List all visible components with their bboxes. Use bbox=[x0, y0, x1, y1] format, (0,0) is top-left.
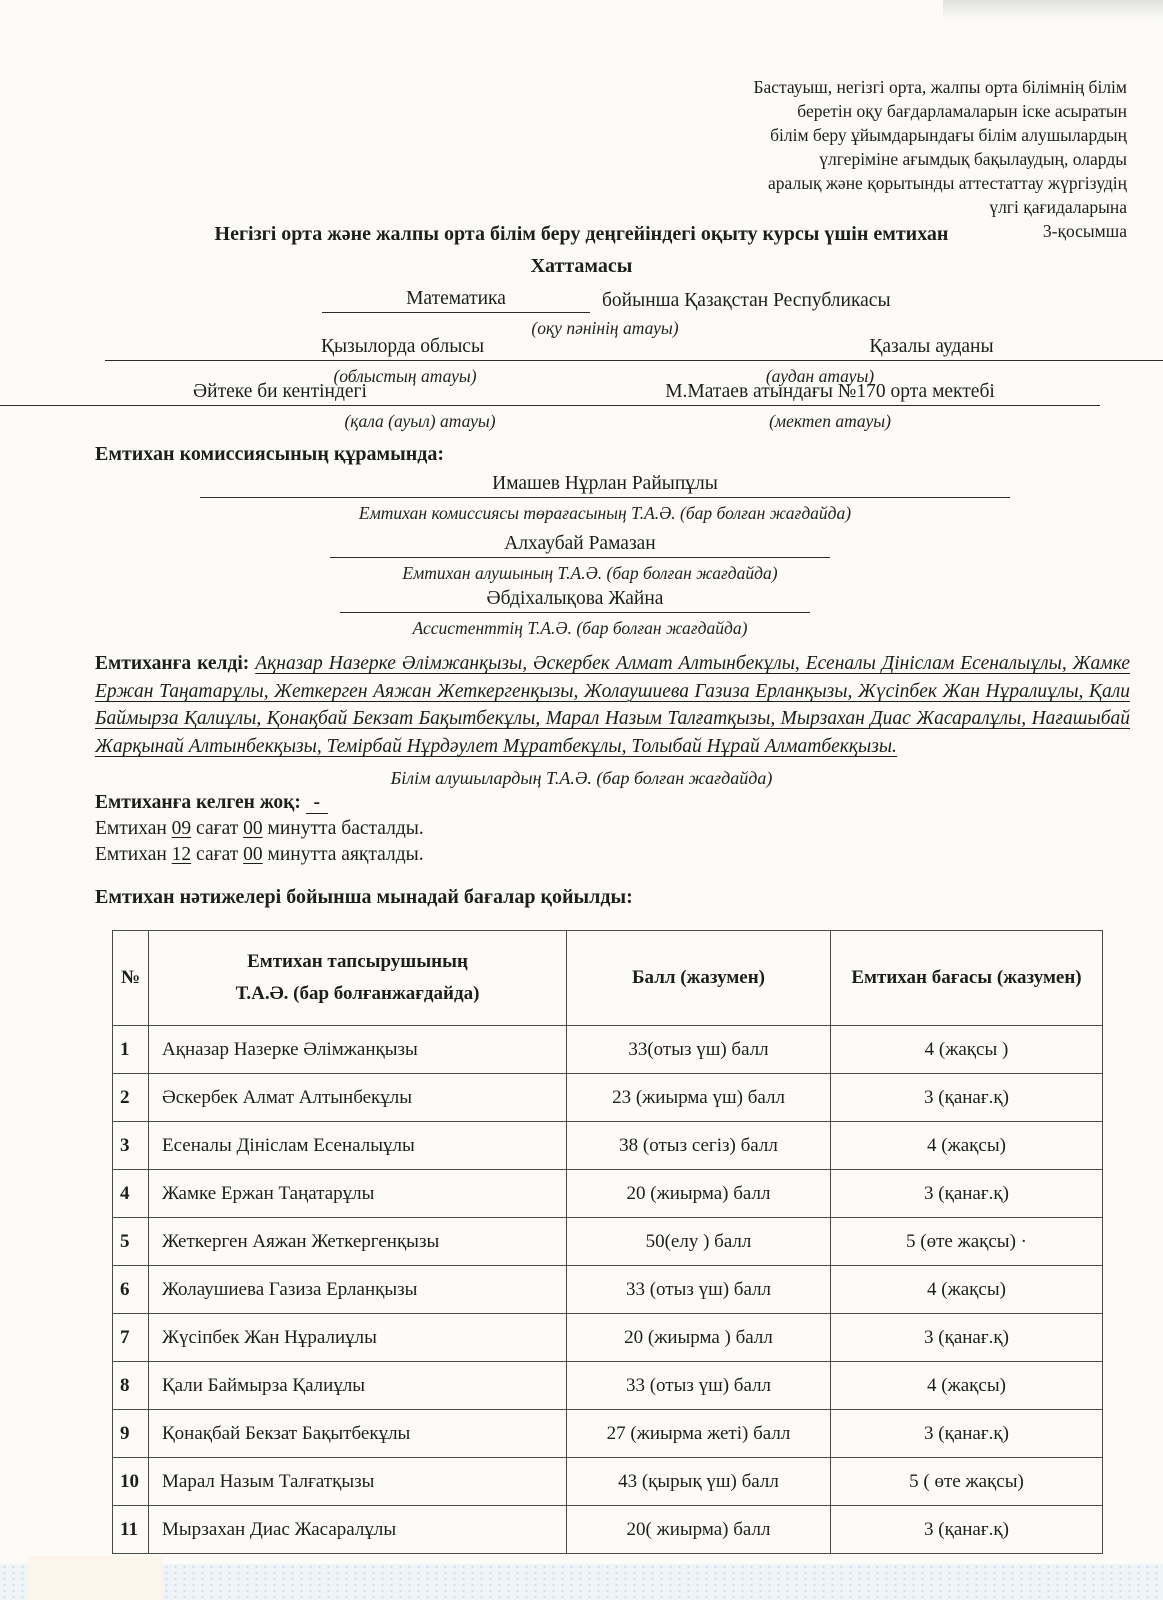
score-value: 43 (қырық үш) балл bbox=[567, 1458, 831, 1506]
row-number: 5 bbox=[113, 1218, 149, 1266]
district-caption: (аудан атауы) bbox=[765, 366, 875, 386]
exam-start-word: сағат bbox=[196, 818, 239, 839]
exam-end-line bbox=[95, 844, 424, 866]
scan-artifact-bottom bbox=[0, 1564, 1163, 1600]
student-name: Марал Назым Талғатқызы bbox=[149, 1458, 567, 1506]
results-table bbox=[112, 930, 1103, 1554]
region-field: Қызылорда облысы bbox=[105, 336, 700, 361]
commission-chair-name: Имашев Нұрлан Райыпұлы bbox=[200, 473, 1010, 498]
student-name: Жолаушиева Газиза Ерланқызы bbox=[149, 1266, 567, 1314]
student-name: Қонақбай Бекзат Бақытбекұлы bbox=[149, 1410, 567, 1458]
attendance-names: Ақназар Назерке Әлімжанқызы, Әскербек Алмат Алтынбекұлы, Есеналы Дініслам Есеналыұлы, Жамке Ержан Таңатарұлы, Жеткерген Аяжан Жеткергенқызы, Жолаушиева Газиза Ерланқызы, Жүсіпбек Жан Нұралиұлы, Қали Баймырза Қалиұлы, Қонақбай Бекзат Бақытбекұлы, Марал Назым Талғатқызы, Мырзахан Диас Жасаралұлы, Нағашыбай Жарқынай Алтынбекқызы, Темірбай Нұрдәулет Мұратбекұлы, Толыбай Нұрай Алматбекқызы. bbox=[95, 653, 1130, 758]
grade-value: 4 (жақсы ) bbox=[831, 1026, 1103, 1074]
table-row bbox=[113, 1218, 1103, 1266]
school-field: М.Матаев атындағы №170 орта мектебі bbox=[560, 381, 1100, 406]
score-value: 20 (жиырма) балл bbox=[567, 1170, 831, 1218]
title-line-1: Негізгі орта және жалпы орта білім беру деңгейіндегі оқыту курсы үшін емтихан bbox=[214, 223, 949, 245]
header-name-line2: Т.А.Ә. (бар болғанжағдайда) bbox=[235, 983, 480, 1004]
regulation-line: беретін оқу бағдарламаларын іске асыратын bbox=[797, 100, 1127, 121]
attendance-names-caption: Білім алушылардың Т.А.Ә. (бар болған жағдайда) bbox=[390, 768, 773, 788]
exam-end-word: сағат bbox=[196, 844, 239, 865]
score-value: 20( жиырма) балл bbox=[567, 1506, 831, 1554]
exam-end-word: Емтихан bbox=[95, 844, 167, 865]
row-number: 1 bbox=[113, 1026, 149, 1074]
exam-start-word: минутта басталды. bbox=[267, 818, 424, 839]
school-caption: (мектеп атауы) bbox=[769, 411, 891, 431]
score-value: 33 (отыз үш) балл bbox=[567, 1362, 831, 1410]
exam-start-minute: 00 bbox=[243, 818, 263, 839]
student-name: Қали Баймырза Қалиұлы bbox=[149, 1362, 567, 1410]
row-number: 7 bbox=[113, 1314, 149, 1362]
grade-value: 3 (қанағ.қ) bbox=[831, 1506, 1103, 1554]
table-row bbox=[113, 1122, 1103, 1170]
attendance-label: Емтиханға келді: bbox=[95, 653, 250, 674]
table-row bbox=[113, 1266, 1103, 1314]
results-header-row bbox=[113, 931, 1103, 1026]
absent-line bbox=[95, 792, 328, 814]
regulation-line: үлгі қағидаларына bbox=[989, 196, 1127, 217]
header-number: № bbox=[113, 931, 149, 1026]
student-name: Әскербек Алмат Алтынбекұлы bbox=[149, 1074, 567, 1122]
header-score: Балл (жазумен) bbox=[567, 931, 831, 1026]
table-row bbox=[113, 1170, 1103, 1218]
subject-caption: (оқу пәнінің атауы) bbox=[531, 318, 679, 338]
results-heading: Емтихан нәтижелері бойынша мынадай бағалар қойылды: bbox=[95, 886, 633, 908]
grade-value: 3 (қанағ.қ) bbox=[831, 1170, 1103, 1218]
table-row bbox=[113, 1362, 1103, 1410]
page-title bbox=[0, 218, 1163, 282]
score-value: 38 (отыз сегіз) балл bbox=[567, 1122, 831, 1170]
exam-start-word: Емтихан bbox=[95, 818, 167, 839]
appendix-number: 3-қосымша bbox=[1042, 220, 1127, 241]
commission-chair-caption: Емтихан комиссиясы төрағасының Т.А.Ә. (бар болған жағдайда) bbox=[358, 503, 852, 523]
score-value: 27 (жиырма жеті) балл bbox=[567, 1410, 831, 1458]
regulation-line: білім беру ұйымдарындағы білім алушылардың bbox=[770, 124, 1127, 145]
grade-value: 4 (жақсы) bbox=[831, 1362, 1103, 1410]
row-number: 6 bbox=[113, 1266, 149, 1314]
settlement-caption: (қала (ауыл) атауы) bbox=[344, 411, 496, 431]
absent-label: Емтиханға келген жоқ: bbox=[95, 792, 301, 813]
score-value: 33(отыз үш) балл bbox=[567, 1026, 831, 1074]
student-name: Жүсіпбек Жан Нұралиұлы bbox=[149, 1314, 567, 1362]
settlement-field: Әйтеке би кентіндегі bbox=[0, 381, 560, 406]
student-name: Мырзахан Диас Жасаралұлы bbox=[149, 1506, 567, 1554]
district-field: Қазалы ауданы bbox=[700, 336, 1163, 361]
examiner-name: Алхаубай Рамазан bbox=[330, 533, 830, 558]
subject-rest-text: бойынша Қазақстан Республикасы bbox=[602, 290, 891, 311]
scan-artifact-top bbox=[943, 0, 1163, 20]
header-grade: Емтихан бағасы (жазумен) bbox=[831, 931, 1103, 1026]
exam-start-hour: 09 bbox=[171, 818, 192, 839]
table-row bbox=[113, 1458, 1103, 1506]
table-row bbox=[113, 1410, 1103, 1458]
grade-value: 3 (қанағ.қ) bbox=[831, 1410, 1103, 1458]
exam-end-word: минутта аяқталды. bbox=[267, 844, 424, 865]
regulation-line: Бастауыш, негізгі орта, жалпы орта білімнің білім bbox=[753, 77, 1127, 97]
grade-value: 3 (қанағ.қ) bbox=[831, 1314, 1103, 1362]
regulation-line: аралық және қорытынды аттестаттау жүргізудің bbox=[768, 172, 1127, 193]
absent-value: - bbox=[306, 793, 328, 814]
exam-end-hour: 12 bbox=[171, 844, 192, 865]
score-value: 23 (жиырма үш) балл bbox=[567, 1074, 831, 1122]
student-name: Жамке Ержан Таңатарұлы bbox=[149, 1170, 567, 1218]
assistant-caption: Ассистенттің Т.А.Ә. (бар болған жағдайда) bbox=[412, 618, 748, 638]
row-number: 4 bbox=[113, 1170, 149, 1218]
student-name: Жеткерген Аяжан Жеткергенқызы bbox=[149, 1218, 567, 1266]
header-name-line1: Емтихан тапсырушының bbox=[247, 951, 468, 972]
grade-value: 4 (жақсы) bbox=[831, 1266, 1103, 1314]
region-caption: (облыстың атауы) bbox=[333, 366, 477, 386]
score-value: 50(елу ) балл bbox=[567, 1218, 831, 1266]
row-number: 10 bbox=[113, 1458, 149, 1506]
grade-value: 4 (жақсы) bbox=[831, 1122, 1103, 1170]
exam-end-minute: 00 bbox=[243, 844, 263, 865]
row-number: 2 bbox=[113, 1074, 149, 1122]
score-value: 20 (жиырма ) балл bbox=[567, 1314, 831, 1362]
student-name: Есеналы Дініслам Есеналыұлы bbox=[149, 1122, 567, 1170]
student-name: Ақназар Назерке Әлімжанқызы bbox=[149, 1026, 567, 1074]
row-number: 3 bbox=[113, 1122, 149, 1170]
grade-value: 5 ( өте жақсы) bbox=[831, 1458, 1103, 1506]
table-row bbox=[113, 1506, 1103, 1554]
header-student-name bbox=[149, 931, 567, 1026]
title-line-2: Хаттамасы bbox=[530, 255, 633, 277]
regulation-line: үлгеріміне ағымдық бақылаудың, оларды bbox=[819, 148, 1127, 169]
row-number: 11 bbox=[113, 1506, 149, 1554]
commission-heading: Емтихан комиссиясының құрамында: bbox=[95, 443, 445, 465]
table-row bbox=[113, 1074, 1103, 1122]
examiner-caption: Емтихан алушының Т.А.Ә. (бар болған жағдайда) bbox=[402, 563, 778, 583]
scan-artifact-bottom-left bbox=[28, 1556, 163, 1600]
subject-field: Математика bbox=[322, 288, 590, 313]
grade-value: 5 (өте жақсы) · bbox=[831, 1218, 1103, 1266]
table-row bbox=[113, 1026, 1103, 1074]
score-value: 33 (отыз үш) балл bbox=[567, 1266, 831, 1314]
results-tbody bbox=[113, 1026, 1103, 1554]
assistant-name: Әбдіхалықова Жайна bbox=[340, 588, 810, 613]
row-number: 9 bbox=[113, 1410, 149, 1458]
row-number: 8 bbox=[113, 1362, 149, 1410]
attendance-paragraph bbox=[95, 650, 1130, 761]
exam-start-line bbox=[95, 818, 424, 840]
table-row bbox=[113, 1314, 1103, 1362]
grade-value: 3 (қанағ.қ) bbox=[831, 1074, 1103, 1122]
